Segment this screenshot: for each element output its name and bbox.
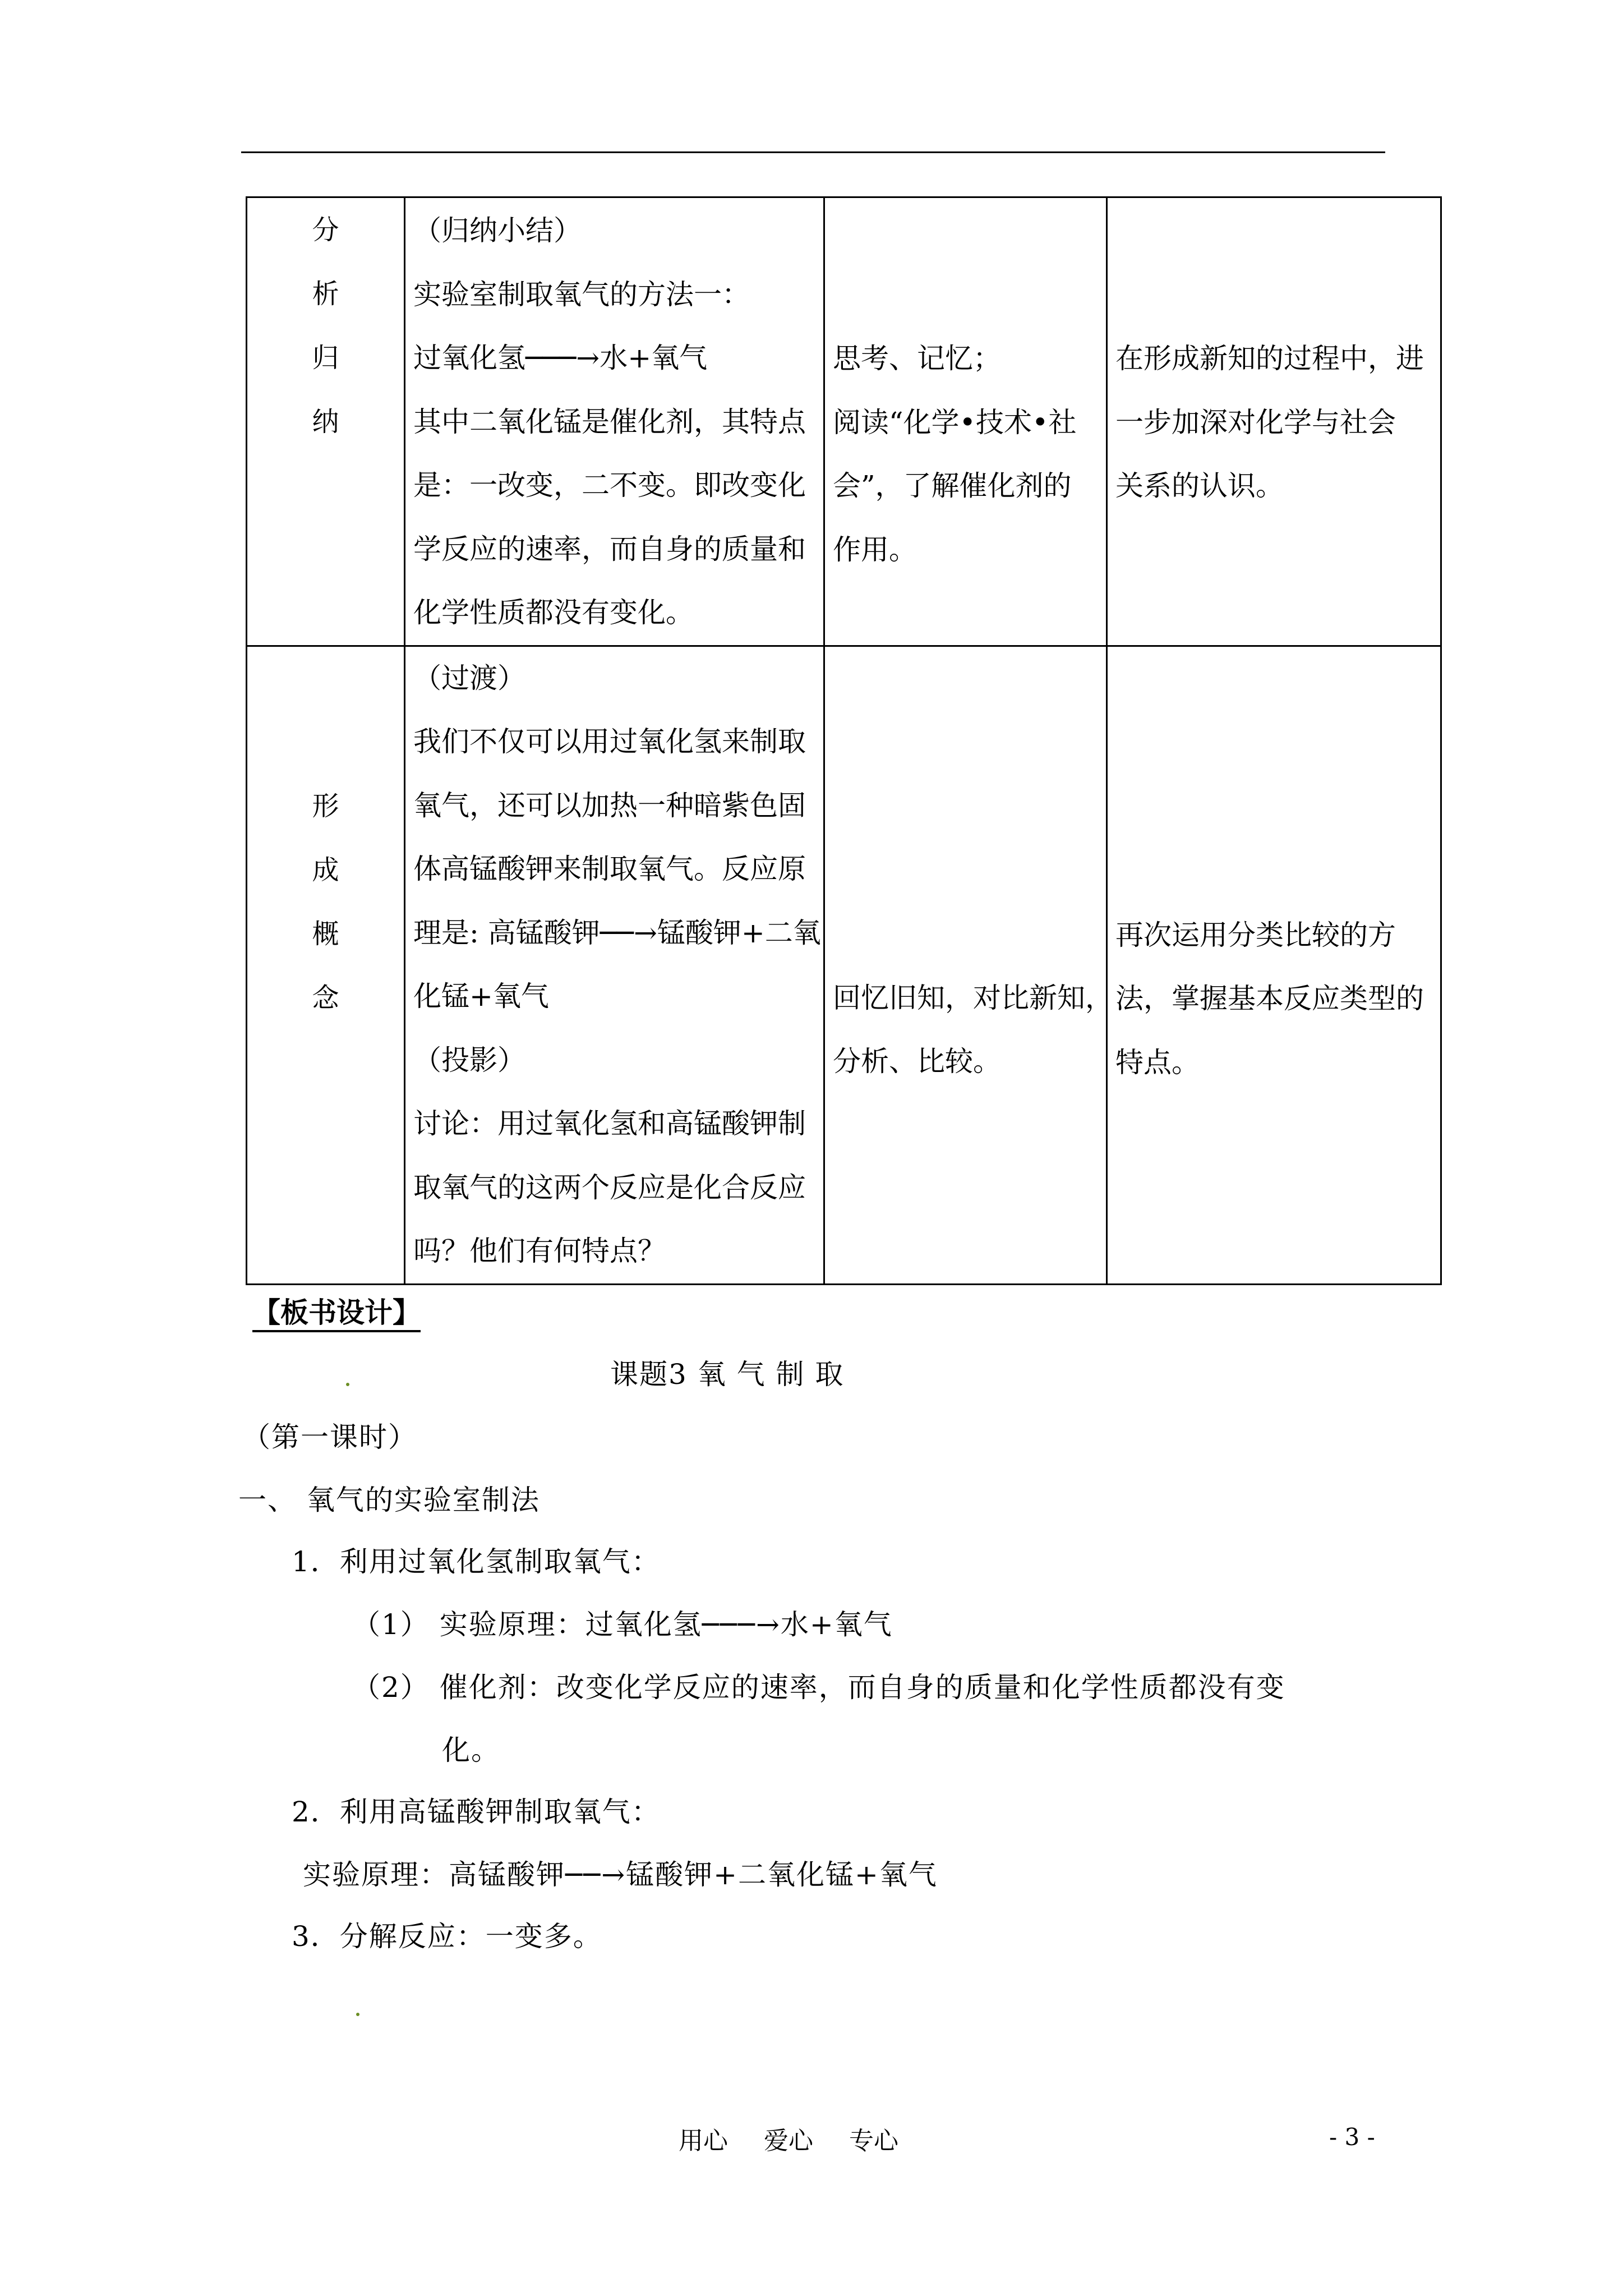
- intent-line: 在形成新知的过程中，进: [1115, 342, 1424, 375]
- teacher-line: 取氧气的这两个反应是化合反应: [413, 1171, 806, 1204]
- design-intent-cell: [1107, 646, 1441, 1284]
- teacher-line: 我们不仅可以用过氧化氢来制取: [413, 725, 806, 758]
- design-intent-cell: [1107, 197, 1441, 646]
- intent-line: 关系的认识。: [1115, 470, 1284, 502]
- intent-line: 特点。: [1115, 1046, 1200, 1079]
- student-line: 会”，了解催化剂的: [833, 470, 1072, 502]
- stage-char: 分: [312, 214, 339, 246]
- board-item: 1．利用过氧化氢制取氧气：: [292, 1545, 661, 1578]
- page-number: - 3 -: [1329, 2123, 1375, 2151]
- table-row: [247, 646, 1441, 1284]
- speck-mark: [356, 2013, 359, 2016]
- intent-line: 法，掌握基本反应类型的: [1115, 982, 1424, 1015]
- stage-char: 归: [312, 342, 339, 374]
- stage-cell: [247, 646, 405, 1284]
- teacher-activity-cell: [405, 197, 824, 646]
- teacher-line: 其中二氧化锰是催化剂，其特点: [413, 405, 806, 438]
- teacher-line: 是：一改变，二不变。即改变化: [413, 469, 806, 501]
- speck-mark: [346, 1383, 349, 1386]
- teacher-line: 化锰+氧气: [413, 980, 549, 1013]
- lesson-table: [246, 196, 1442, 1285]
- teacher-activity-cell: [405, 646, 824, 1284]
- stage-char: 纳: [312, 406, 339, 438]
- stage-char: 念: [312, 982, 339, 1014]
- student-line: 作用。: [833, 533, 917, 566]
- intent-line: 再次运用分类比较的方: [1115, 918, 1396, 951]
- teacher-line: 体高锰酸钾来制取氧气。反应原: [413, 853, 806, 885]
- teacher-line: （过渡）: [413, 661, 525, 694]
- footer-word: 用心: [679, 2127, 728, 2155]
- board-principle: 实验原理：高锰酸钾──→锰酸钾+二氧化锰+氧气: [303, 1858, 938, 1891]
- table-row: [247, 197, 1441, 646]
- footer-motto: [679, 2120, 926, 2156]
- student-line: 阅读“化学•技术•社: [833, 406, 1077, 439]
- stage-cell: [247, 197, 405, 646]
- board-subitem-continuation: 化。: [442, 1734, 500, 1766]
- teacher-line: （投影）: [413, 1043, 525, 1076]
- teacher-line: 化学性质都没有变化。: [413, 596, 694, 629]
- footer-word: 专心: [849, 2127, 898, 2155]
- student-line: 思考、记忆；: [833, 342, 1001, 375]
- header-rule: [241, 151, 1385, 153]
- footer-word: 爱心: [764, 2127, 813, 2155]
- student-activity-cell: [824, 646, 1113, 1284]
- student-activity-cell: [824, 197, 1107, 646]
- board-title: 课题3 氧 气 制 取: [610, 1358, 845, 1391]
- student-line: 分析、比较。: [833, 1045, 1001, 1078]
- teacher-line: （归纳小结）: [413, 214, 582, 247]
- student-line: 回忆旧知，对比新知，: [833, 981, 1113, 1014]
- board-design-heading: 【板书设计】: [252, 1290, 421, 1331]
- teacher-line: 实验室制取氧气的方法一：: [413, 278, 750, 311]
- teacher-line: 氧气，还可以加热一种暗紫色固: [413, 789, 806, 822]
- teacher-line: 讨论：用过氧化氢和高锰酸钾制: [413, 1107, 806, 1140]
- stage-char: 形: [312, 790, 339, 822]
- teacher-line: 学反应的速率，而自身的质量和: [413, 532, 806, 565]
- teacher-line: 吗？他们有何特点？: [413, 1235, 666, 1267]
- board-subitem: （2） 催化剂：改变化学反应的速率，而自身的质量和化学性质都没有变: [352, 1671, 1285, 1704]
- board-section-heading: 一、 氧气的实验室制法: [238, 1484, 540, 1516]
- board-subitem: （1） 实验原理：过氧化氢───→水+氧气: [352, 1608, 893, 1641]
- stage-char: 成: [312, 854, 339, 886]
- board-item: 2．利用高锰酸钾制取氧气：: [292, 1796, 661, 1828]
- teacher-line: 过氧化氢───→水+氧气: [413, 342, 708, 374]
- board-item: 3．分解反应：一变多。: [292, 1920, 602, 1953]
- stage-char: 析: [312, 278, 339, 310]
- stage-char: 概: [312, 918, 339, 950]
- intent-line: 一步加深对化学与社会: [1115, 406, 1396, 439]
- board-period: （第一课时）: [242, 1421, 417, 1453]
- teacher-line: 理是: 高锰酸钾──→锰酸钾+二氧: [413, 916, 821, 949]
